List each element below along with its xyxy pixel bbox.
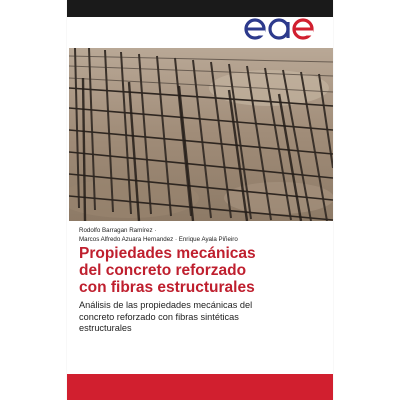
subtitle-line-3: estructurales [79,323,132,333]
cover-photo [69,48,333,221]
eae-logo-icon [241,18,317,40]
book-subtitle [79,300,324,335]
author-line-2: Marcos Alfredo Azuara Hernandez · Enrique Ayala Piñeiro [79,236,238,243]
book-cover [67,0,333,400]
title-line-1: Propiedades mecánicas [79,245,256,262]
book-title [79,245,324,296]
subtitle-line-2: concreto reforzado con fibras sintéticas [79,311,239,322]
rebar-cage-photo-icon [69,48,333,221]
title-line-2: del concreto reforzado [79,262,247,279]
title-line-3: con fibras estructurales [79,279,255,296]
publisher-logo [241,18,317,48]
bottom-bar [67,374,333,400]
subtitle-line-1: Análisis de las propiedades mecánicas del [79,300,253,310]
author-line-1: Rodolfo Barragan Ramírez · [79,227,157,234]
authors [79,226,324,244]
top-bar [67,0,333,17]
